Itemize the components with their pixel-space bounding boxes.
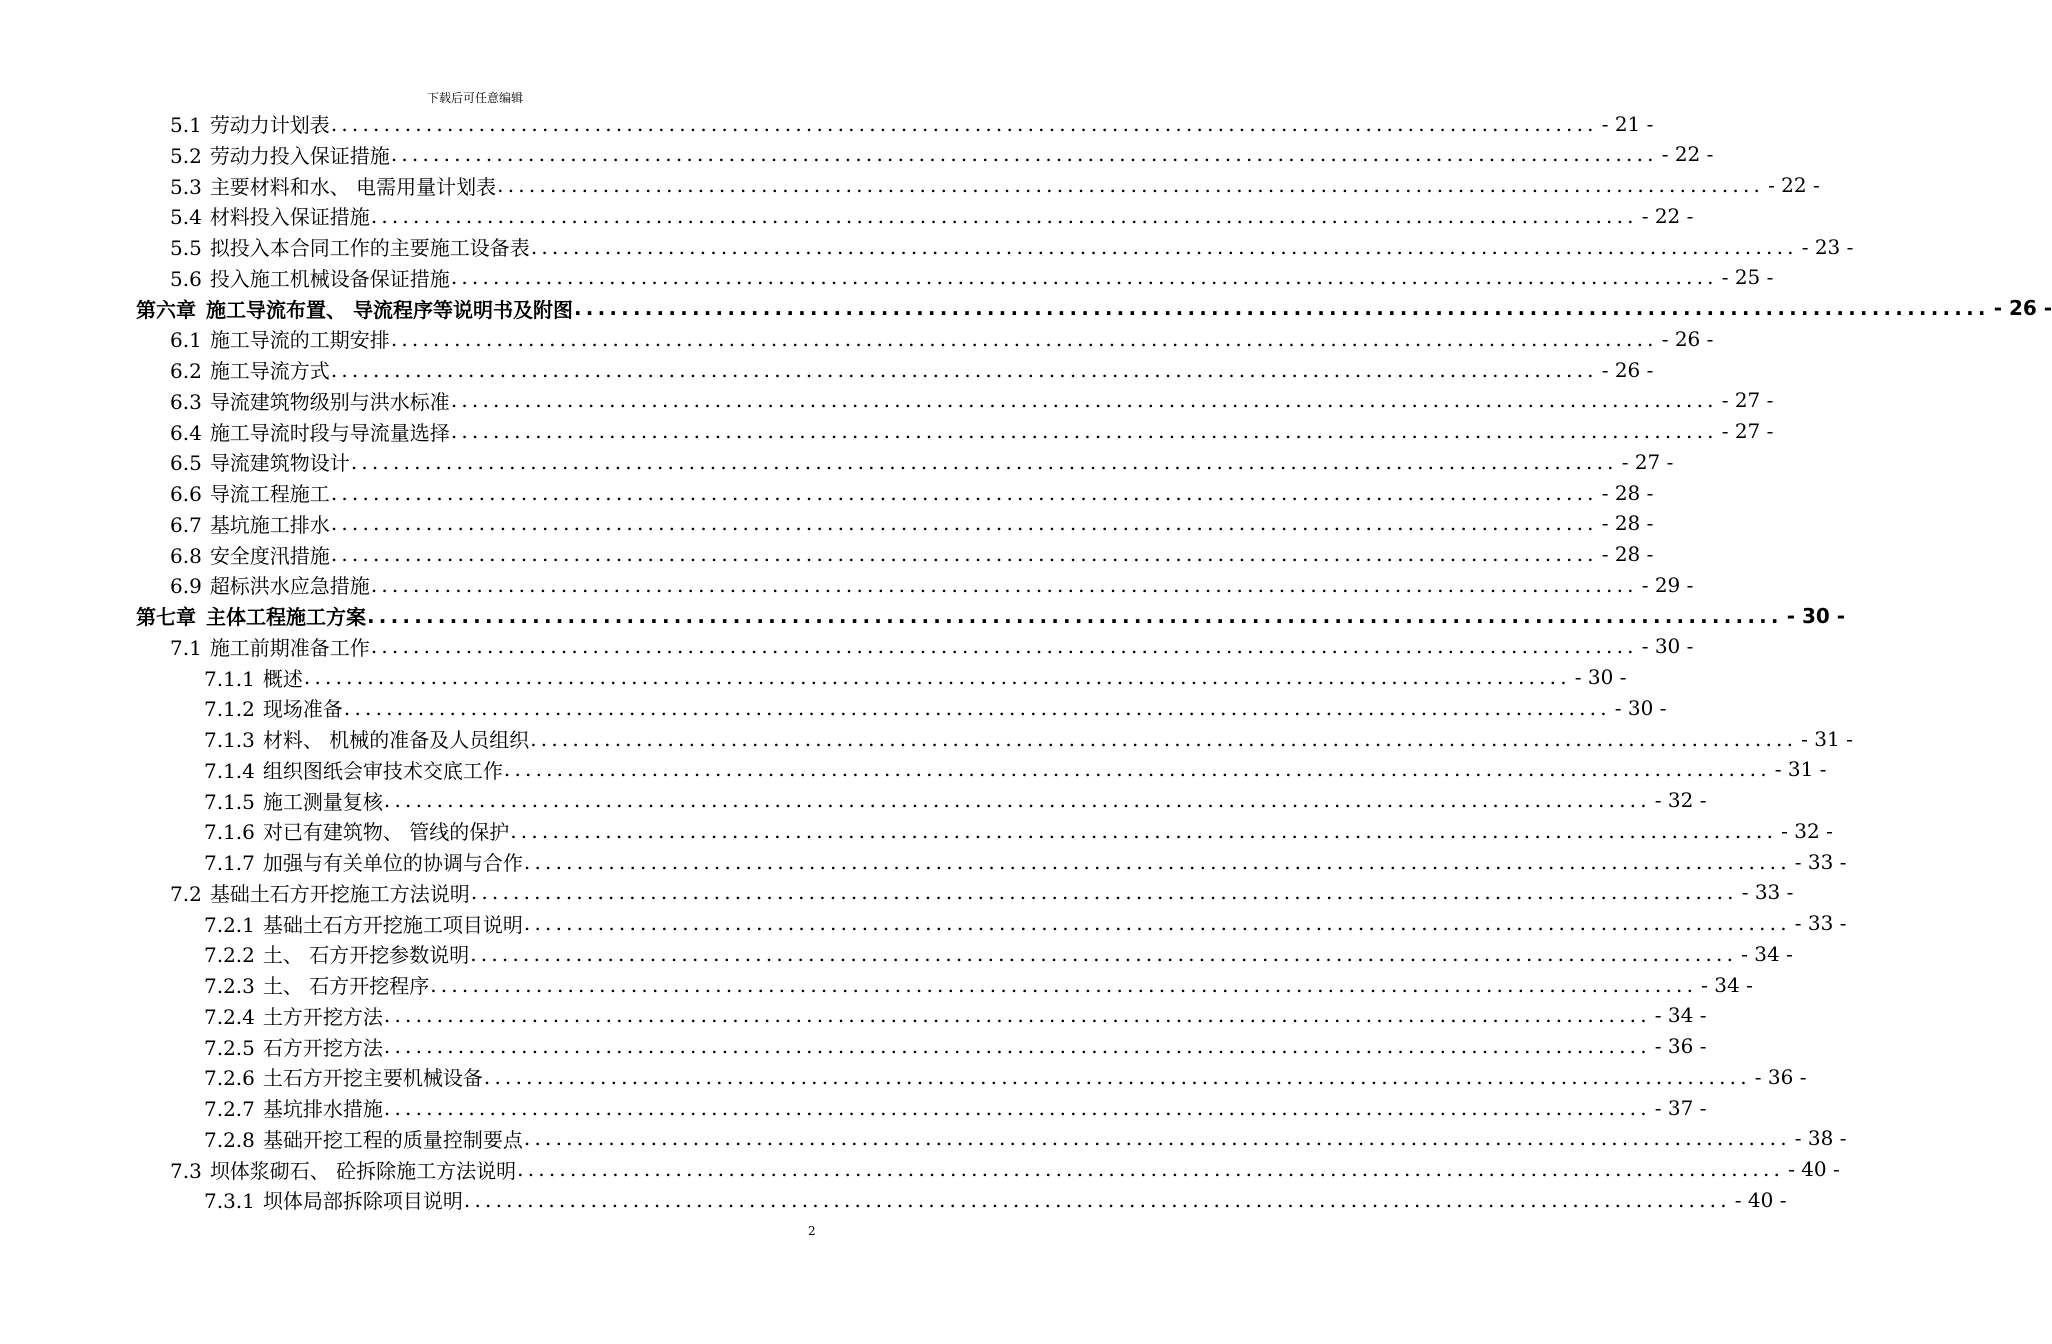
toc-entry-text: 劳动力计划表 (209, 113, 330, 137)
toc-entry-page: - 31 - (1774, 757, 1827, 782)
toc-entry-text: 主体工程施工方案 (206, 605, 366, 629)
toc-entry-text: 导流建筑物级别与洪水标准 (209, 389, 450, 414)
toc-entry-number: 5.1 (170, 113, 202, 137)
toc-entry[interactable] (170, 1154, 1840, 1185)
toc-entry-title (204, 755, 503, 784)
toc-entry-title (170, 478, 330, 507)
toc-entry[interactable] (170, 477, 1654, 508)
toc-entry-text: 拟投入本合同工作的主要施工设备表 (209, 236, 530, 260)
toc-entry-number: 7.1.5 (204, 789, 255, 814)
toc-entry-number: 7.1.3 (204, 728, 255, 752)
dot-leader: ........................................................................................................................ (530, 726, 1798, 751)
toc-entry-number: 第七章 (136, 605, 196, 629)
dot-leader: ........................................................................................................................ (330, 480, 1598, 505)
toc-entry-page: - 33 - (1794, 849, 1847, 874)
toc-entry-title (170, 263, 450, 292)
dot-leader: ........................................................................................................................ (450, 388, 1718, 413)
toc-entry-number: 5.6 (170, 266, 202, 291)
toc-entry-title (170, 509, 330, 538)
toc-entry-text: 劳动力投入保证措施 (209, 143, 390, 168)
toc-entry-title (170, 324, 390, 353)
toc-entry-title (204, 1062, 483, 1091)
toc-entry-page: - 37 - (1654, 1095, 1707, 1120)
toc-entry[interactable] (204, 908, 1847, 939)
toc-entry-number: 7.3 (170, 1158, 202, 1183)
dot-leader: ........................................................................................................................ (470, 941, 1738, 966)
toc-entry-page: - 40 - (1734, 1187, 1787, 1212)
toc-entry-text: 加强与有关单位的协调与合作 (262, 851, 523, 875)
toc-entry-number: 6.5 (170, 451, 202, 476)
toc-entry-number: 7.1.6 (204, 820, 255, 845)
dot-leader: ........................................................................................................................ (343, 695, 1611, 720)
toc-entry-text: 组织图纸会审技术交底工作 (262, 758, 503, 783)
toc-entry-number: 7.1.2 (204, 697, 255, 722)
toc-entry-text: 安全度汛措施 (209, 543, 330, 568)
toc-entry-page: - 25 - (1721, 265, 1774, 290)
toc-entry-text: 对已有建筑物、 管线的保护 (262, 820, 510, 845)
toc-entry[interactable] (170, 262, 1774, 293)
toc-entry-text: 土石方开挖主要机械设备 (262, 1066, 483, 1091)
dot-leader: ........................................................................................................................ (510, 818, 1778, 843)
toc-entry-page: - 31 - (1801, 726, 1853, 751)
toc-entry-number: 6.9 (170, 574, 202, 599)
toc-entry-title (204, 909, 523, 938)
toc-entry-page: - 28 - (1601, 511, 1654, 536)
toc-entry-number: 7.2.7 (204, 1097, 255, 1121)
toc-entry-title (204, 847, 523, 876)
toc-entry-number: 7.2.1 (204, 912, 255, 937)
dot-leader: ........................................................................................................................ (470, 880, 1738, 905)
toc-entry[interactable] (204, 662, 1627, 693)
dot-leader: ........................................................................................................................ (330, 357, 1598, 382)
toc-entry-text: 施工测量复核 (262, 789, 383, 814)
toc-entry-title (170, 109, 330, 138)
toc-entry-page: - 30 - (1614, 695, 1667, 720)
toc-entry-number: 7.2.2 (204, 943, 255, 968)
dot-leader: ........................................................................................................................ (383, 788, 1651, 812)
toc-entry-title (170, 386, 450, 415)
toc-entry[interactable] (204, 1092, 1707, 1123)
toc-entry-text: 材料、 机械的准备及人员组织 (262, 728, 530, 752)
toc-entry-number: 5.5 (170, 236, 202, 260)
toc-entry[interactable] (204, 1123, 1847, 1154)
toc-entry-title (204, 724, 529, 753)
toc-entry-text: 基础开挖工程的质量控制要点 (262, 1127, 523, 1152)
toc-entry-page: - 34 - (1741, 941, 1793, 966)
toc-entry-title (136, 601, 366, 630)
dot-leader: ........................................................................................................................ (383, 1095, 1651, 1120)
toc-entry-text: 施工导流布置、 导流程序等说明书及附图 (206, 297, 573, 322)
toc-entry-title (204, 1093, 383, 1122)
toc-entry-number: 7.2 (170, 881, 202, 906)
dot-leader: ........................................................................................................................ (517, 1157, 1785, 1181)
toc-entry-page: - 27 - (1721, 419, 1774, 443)
toc-entry-title (170, 201, 370, 230)
toc-entry-page: - 36 - (1654, 1034, 1707, 1058)
toc-entry[interactable] (170, 416, 1774, 447)
toc-entry-text: 基础土石方开挖施工项目说明 (262, 912, 523, 937)
toc-entry-page: - 32 - (1654, 788, 1707, 812)
toc-entry-number: 7.2.8 (204, 1127, 255, 1152)
toc-entry-title (204, 1001, 383, 1030)
toc-entry[interactable] (170, 139, 1714, 170)
toc-entry-text: 土方开挖方法 (262, 1004, 383, 1029)
dot-leader: ........................................................................................................................ (383, 1034, 1651, 1058)
toc-entry-page: - 26 - (1993, 296, 2052, 320)
dot-leader: ........................................................................................................................ (370, 203, 1638, 228)
toc-entry-page: - 22 - (1641, 203, 1694, 228)
dot-leader: ........................................................................................................................ (330, 511, 1598, 536)
toc-entry-page: - 38 - (1794, 1126, 1847, 1151)
toc-entry-page: - 22 - (1768, 173, 1820, 197)
toc-entry-page: - 26 - (1601, 357, 1654, 382)
toc-entry[interactable] (204, 815, 1833, 846)
toc-entry-title (170, 878, 470, 907)
toc-entry-text: 基坑施工排水 (209, 512, 330, 537)
toc-entry-text: 超标洪水应急措施 (209, 574, 370, 599)
toc-entry-page: - 28 - (1601, 480, 1654, 505)
toc-entry-title (204, 1124, 523, 1153)
toc-entry-title (204, 970, 429, 999)
dot-leader: ........................................................................................................................ (523, 911, 1791, 935)
toc-entry[interactable] (136, 293, 2052, 324)
toc-entry[interactable] (170, 170, 1820, 201)
toc-entry-title (170, 171, 496, 200)
toc-entry[interactable] (204, 1031, 1707, 1062)
dot-leader: ........................................................................................................................ (430, 972, 1698, 997)
toc-entry[interactable] (170, 508, 1654, 539)
toc-entry-page: - 23 - (1801, 234, 1854, 259)
toc-entry-text: 施工导流时段与导流量选择 (209, 420, 450, 445)
toc-entry[interactable] (170, 231, 1854, 262)
dot-leader: ........................................................................................................................ (390, 142, 1658, 167)
toc-entry-text: 基坑排水措施 (262, 1097, 383, 1121)
toc-entry-number: 第六章 (136, 297, 196, 322)
toc-entry-page: - 34 - (1654, 1003, 1707, 1028)
dot-leader: ........................................................................................................................ (463, 1187, 1731, 1212)
dot-leader: ........................................................................................................................ (383, 1003, 1651, 1028)
dot-leader: ........................................................................................................................ (523, 849, 1791, 874)
toc-entry-page: - 21 - (1601, 111, 1654, 136)
toc-entry[interactable] (170, 323, 1714, 354)
dot-leader: ........................................................................................................................ (450, 419, 1718, 443)
toc-entry[interactable] (204, 1061, 1807, 1092)
toc-entry[interactable] (204, 1000, 1707, 1031)
toc-entry-number: 6.7 (170, 512, 202, 537)
dot-leader: ........................................................................................................................ (330, 542, 1598, 566)
dot-leader: ........................................................................................................................ (530, 234, 1798, 259)
toc-entry-title (170, 447, 350, 476)
dot-leader: ........................................................................................................................ (367, 603, 1783, 628)
toc-entry-text: 概述 (262, 666, 303, 691)
toc-entry-number: 7.3.1 (204, 1189, 255, 1214)
toc-entry-title (170, 632, 370, 661)
toc-entry-page: - 33 - (1741, 880, 1794, 905)
toc-entry-text: 土、 石方开挖程序 (262, 974, 430, 998)
dot-leader: ........................................................................................................................ (350, 449, 1618, 474)
toc-entry[interactable] (204, 785, 1707, 816)
dot-leader: ........................................................................................................................ (503, 757, 1771, 782)
toc-entry[interactable] (204, 723, 1853, 754)
dot-leader: ........................................................................................................................ (370, 572, 1638, 597)
toc-entry[interactable] (136, 600, 1846, 631)
toc-entry-text: 坝体局部拆除项目说明 (262, 1189, 463, 1214)
toc-entry[interactable] (170, 108, 1654, 139)
toc-entry-text: 施工导流的工期安排 (209, 328, 390, 353)
toc-entry-title (170, 417, 450, 446)
toc-entry[interactable] (170, 446, 1674, 477)
dot-leader: ........................................................................................................................ (390, 326, 1658, 351)
toc-entry[interactable] (204, 846, 1847, 877)
toc-entry-number: 7.1.4 (204, 758, 255, 783)
toc-entry-title (204, 663, 303, 692)
toc-entry-text: 现场准备 (262, 697, 343, 722)
toc-entry[interactable] (170, 877, 1794, 908)
toc-entry-title (204, 1185, 463, 1214)
toc-entry[interactable] (204, 1184, 1787, 1215)
toc-entry-title (204, 693, 343, 722)
toc-entry[interactable] (204, 938, 1793, 969)
toc-entry-number: 6.2 (170, 359, 202, 383)
toc-entry-page: - 40 - (1788, 1157, 1840, 1181)
toc-entry[interactable] (170, 631, 1694, 662)
toc-entry-title (170, 232, 530, 261)
toc-entry-title (170, 355, 330, 384)
toc-entry-text: 投入施工机械设备保证措施 (209, 266, 450, 291)
toc-entry-number: 7.1 (170, 635, 202, 660)
page-number: 2 (808, 1224, 816, 1238)
toc-entry-number: 7.1.7 (204, 851, 255, 875)
toc-entry-page: - 27 - (1721, 388, 1774, 413)
dot-leader: ........................................................................................................................ (483, 1064, 1751, 1089)
toc-entry-number: 7.2.6 (204, 1066, 255, 1091)
dot-leader: ........................................................................................................................ (330, 111, 1598, 136)
toc-entry-number: 6.4 (170, 420, 202, 445)
toc-entry-number: 7.2.5 (204, 1035, 255, 1060)
toc-entry-title (170, 570, 370, 599)
toc-entry-text: 施工前期准备工作 (209, 635, 370, 660)
toc-entry-number: 5.4 (170, 205, 202, 230)
toc-entry-page: - 34 - (1701, 972, 1753, 997)
toc-entry-text: 坝体浆砌石、 砼拆除施工方法说明 (209, 1158, 517, 1183)
toc-entry-number: 6.1 (170, 328, 202, 353)
toc-entry-page: - 36 - (1754, 1064, 1807, 1089)
toc-entry[interactable] (170, 569, 1694, 600)
toc-entry-number: 6.3 (170, 389, 202, 414)
toc-entry[interactable] (170, 354, 1654, 385)
toc-entry-page: - 29 - (1641, 572, 1694, 597)
toc-entry[interactable] (170, 200, 1694, 231)
toc-entry[interactable] (204, 969, 1753, 1000)
toc-entry-page: - 27 - (1621, 449, 1674, 474)
dot-leader: ........................................................................................................................ (497, 173, 1765, 197)
toc-entry[interactable] (170, 539, 1654, 570)
toc-entry-page: - 33 - (1794, 911, 1847, 935)
toc-entry-number: 7.1.1 (204, 666, 255, 691)
toc-entry-page: - 30 - (1641, 634, 1694, 659)
toc-entry-title (136, 294, 573, 323)
dot-leader: ........................................................................................................................ (573, 296, 1990, 320)
toc-entry-title (204, 786, 383, 815)
toc-entry-text: 施工导流方式 (209, 359, 330, 383)
toc-entry-number: 7.2.4 (204, 1004, 255, 1029)
toc-entry-page: - 30 - (1786, 603, 1846, 628)
toc-entry-title (204, 1032, 383, 1061)
toc-entry-number: 5.2 (170, 143, 202, 168)
toc-entry-title (204, 816, 509, 845)
dot-leader: ........................................................................................................................ (450, 265, 1718, 290)
toc-entry-page: - 22 - (1661, 142, 1714, 167)
toc-entry-text: 石方开挖方法 (262, 1035, 383, 1060)
toc-entry-number: 6.6 (170, 482, 202, 506)
toc-entry-text: 基础土石方开挖施工方法说明 (209, 881, 470, 906)
toc-entry-page: - 26 - (1661, 326, 1714, 351)
toc-entry-number: 7.2.3 (204, 974, 255, 998)
toc-entry-page: - 28 - (1601, 542, 1654, 566)
toc-entry[interactable] (204, 692, 1667, 723)
toc-entry-text: 导流建筑物设计 (209, 451, 350, 476)
toc-entry-text: 土、 石方开挖参数说明 (262, 943, 470, 968)
dot-leader: ........................................................................................................................ (523, 1126, 1791, 1151)
toc-entry-number: 6.8 (170, 543, 202, 568)
toc-entry-page: - 32 - (1781, 818, 1833, 843)
toc-entry-title (204, 939, 469, 968)
toc-entry-page: - 30 - (1574, 665, 1627, 689)
dot-leader: ........................................................................................................................ (370, 634, 1638, 659)
toc-entry-text: 材料投入保证措施 (209, 205, 370, 230)
toc-entry-title (170, 140, 390, 169)
toc-entry-title (170, 1155, 516, 1184)
page-header: 下载后可任意编辑 (426, 91, 523, 105)
dot-leader: ........................................................................................................................ (303, 665, 1571, 689)
toc-entry[interactable] (170, 385, 1774, 416)
toc-entry-number: 5.3 (170, 174, 202, 199)
toc-entry[interactable] (204, 754, 1827, 785)
toc-entry-text: 主要材料和水、 电需用量计划表 (209, 174, 497, 199)
toc-entry-text: 导流工程施工 (209, 482, 330, 506)
toc-entry-title (170, 540, 330, 569)
